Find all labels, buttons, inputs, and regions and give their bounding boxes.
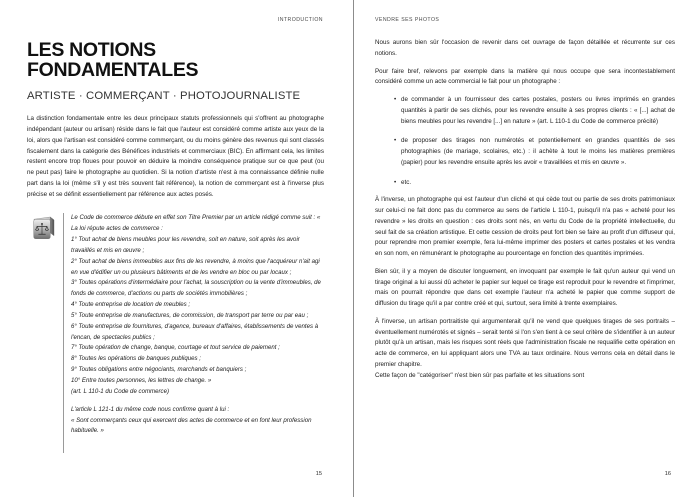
bullet-icon: •: [394, 96, 397, 103]
bullet-icon: •: [394, 178, 397, 186]
paragraph-intro: La distinction fondamentale entre les deux principaux statuts professionnels qui s'offrent au photographe indépendant (auteur ou artisan) réside dans le fait que l'auteur est considéré comme artiste aux yeux de la loi, alors que l'artisan est considéré comme commerçant, ou du moins génère des revenus qui sont classés fiscalement dans la catégorie des Bénéfices industriels et commerciaux (BIC). En affirmant cela, les limites restent encore trop floues pour pouvoir en déduire la moindre conséquence pratique sur ce que peut (ou ne peut pas) faire le photographe au quotidien. Si la notion d'artiste n'est à ma connaissance définie nulle part dans la loi (même s'il y est très souvent fait référence), la notion de commerçant est à l'inverse plus précise et se définit essentiellement par référence aux actes posés.: [27, 115, 324, 198]
paragraph-2: Pour faire bref, relevons par exemple dans la matière qui nous occupe que sera incontestablement considéré comme un acte commercial le fait pour un photographe :: [375, 67, 675, 86]
quote-citation: (art. L 110-1 du Code de commerce): [71, 387, 169, 395]
list-item: [394, 95, 675, 127]
quote-line: 7° Toute opération de change, banque, courtage et tout service de paiement ;: [71, 344, 280, 352]
list-item-text: de proposer des tirages non numérotés et potentiellement en grandes quantités de ses photographies (de mariage, scolaires, etc.) : il achète à tout le moins les matières premières (papier) pour les revendre ensuite après les avoir « travaillées et mis en œuvre ».: [401, 137, 675, 166]
quote-line: 1° Tout achat de biens meubles pour les revendre, soit en nature, soit après les avoir travaillés et mis en œuvre ;: [71, 236, 300, 254]
list-item: [394, 178, 675, 189]
commercial-acts-list: [375, 95, 675, 188]
paragraph-3: À l'inverse, un photographe qui est l'auteur d'un cliché et qui cède tout ou partie de ses droits patrimoniaux sur celui-ci ne fait donc pas du commerce au sens de l'article L 110-1, puisqu'il n'a pas « acheté pour les revendre » les droits en question : ces droits sont nés, en vertu du Code de la propriété intellectuelle, du seul fait de sa création artistique. Et cette cession de droits peut fort bien se faire au profit d'un diffuseur qui, pour reprendre mon premier exemple, fera lui-même imprimer des posters et cartes postales et les vendra en son nom, en rémunérant le photographe au pourcentage en fonction des quantités imprimées.: [375, 196, 675, 257]
quote-tail-text: « Sont commerçants ceux qui exercent des actes de commerce et en font leur profession habituelle. »: [71, 416, 312, 435]
bullet-icon: •: [394, 137, 397, 145]
quote-line: 5° Toute entreprise de manufactures, de commission, de transport par terre ou par eau ;: [71, 311, 309, 319]
quote-line: Le Code de commerce débute en effet son Titre Premier par un article rédigé comme suit : « La loi répute actes de commerce :: [71, 214, 321, 233]
page-title: LES NOTIONS FONDAMENTALES: [27, 39, 199, 82]
running-head-right: VENDRE SES PHOTOS: [375, 17, 440, 23]
quote-line: 3° Toutes opérations d'intermédiaire pour l'achat, la souscription ou la vente d'immeubles, de fonds de commerce, d'actions ou parts de sociétés immobilières ;: [71, 279, 321, 298]
quote-line: 9° Toutes obligations entre négociants, marchands et banquiers ;: [71, 366, 247, 374]
folio-right: 16: [664, 471, 671, 477]
legal-quote-text: [63, 213, 324, 453]
scales-of-justice-icon: [27, 214, 57, 244]
quote-line: 4° Toute entreprise de location de meubles ;: [71, 301, 191, 309]
running-head-left: INTRODUCTION: [277, 17, 323, 23]
quote-line: 10° Entre toutes personnes, les lettres de change. »: [71, 377, 212, 385]
quote-line: 8° Toutes les opérations de banques publiques ;: [71, 355, 201, 363]
paragraph-5: À l'inverse, un artisan portraitiste qui argumenterait qu'il ne vend que quelques tirages de ses portraits – éventuellement numérotés et signés – serait tenté si l'on s'en tient à ce seul critère de s'identifier à un auteur plutôt qu'à un artisan, mais les risques sont réels que l'administration fiscale ne requalifie cette opération en acte de commerce, en lui appliquant alors une TVA au taux ordinaire. Nous verrons cela en détail dans le premier chapitre.: [375, 317, 675, 368]
quote-line: 2° Tout achat de biens immeubles aux fins de les revendre, à moins que l'acquéreur n'ait agi en vue d'édifier un ou plusieurs bâtiments et de les vendre en bloc ou par locaux ;: [71, 257, 320, 276]
left-page-text-column: [27, 40, 324, 453]
quote-lines: [71, 213, 324, 437]
quote-line: 6° Toute entreprise de fournitures, d'agence, bureaux d'affaires, établissements de ventes à l'encan, de spectacles publics ;: [71, 322, 319, 341]
page-subtitle: ARTISTE · COMMERÇANT · PHOTOJOURNALISTE: [27, 89, 301, 102]
paragraph-6: Cette façon de "catégoriser" n'est bien sûr pas parfaite et les situations sont: [375, 371, 585, 379]
list-item-text: etc.: [401, 178, 412, 186]
list-item: [394, 136, 675, 168]
paragraph-1: Nous aurons bien sûr l'occasion de revenir dans cet ouvrage de façon détaillée et récurrente sur ces notions.: [375, 39, 675, 57]
list-item-text: de commander à un fournisseur des cartes postales, posters ou livres imprimés en grandes quantités à partir de ses clichés, pour les revendre ensuite à ses propres clients : « [...] achat de biens meubles pour les revendre [...] en nature » (art. L 110-1 du Code de commerce précité): [401, 96, 675, 125]
paragraph-4: Bien sûr, il y a moyen de discuter longuement, en invoquant par exemple le fait qu'un auteur qui vend un tirage original a lui aussi dû acheter le papier sur lequel ce tirage est reproduit pour le revendre et l'imprimer, mais on pourrait répondre que dans cet exemple l'auteur n'a acheté le papier que comme support de diffusion du tirage qu'il a par contre créé et qui, surtout, sera limité à trente exemplaires.: [375, 267, 675, 307]
folio-left: 15: [315, 471, 322, 477]
legal-quote-block: [27, 213, 324, 453]
quote-tail-intro: L'article L 121-1 du même code nous confirme quant à lui :: [71, 405, 230, 413]
right-page-text-column: [375, 38, 675, 388]
right-page: [350, 0, 697, 497]
